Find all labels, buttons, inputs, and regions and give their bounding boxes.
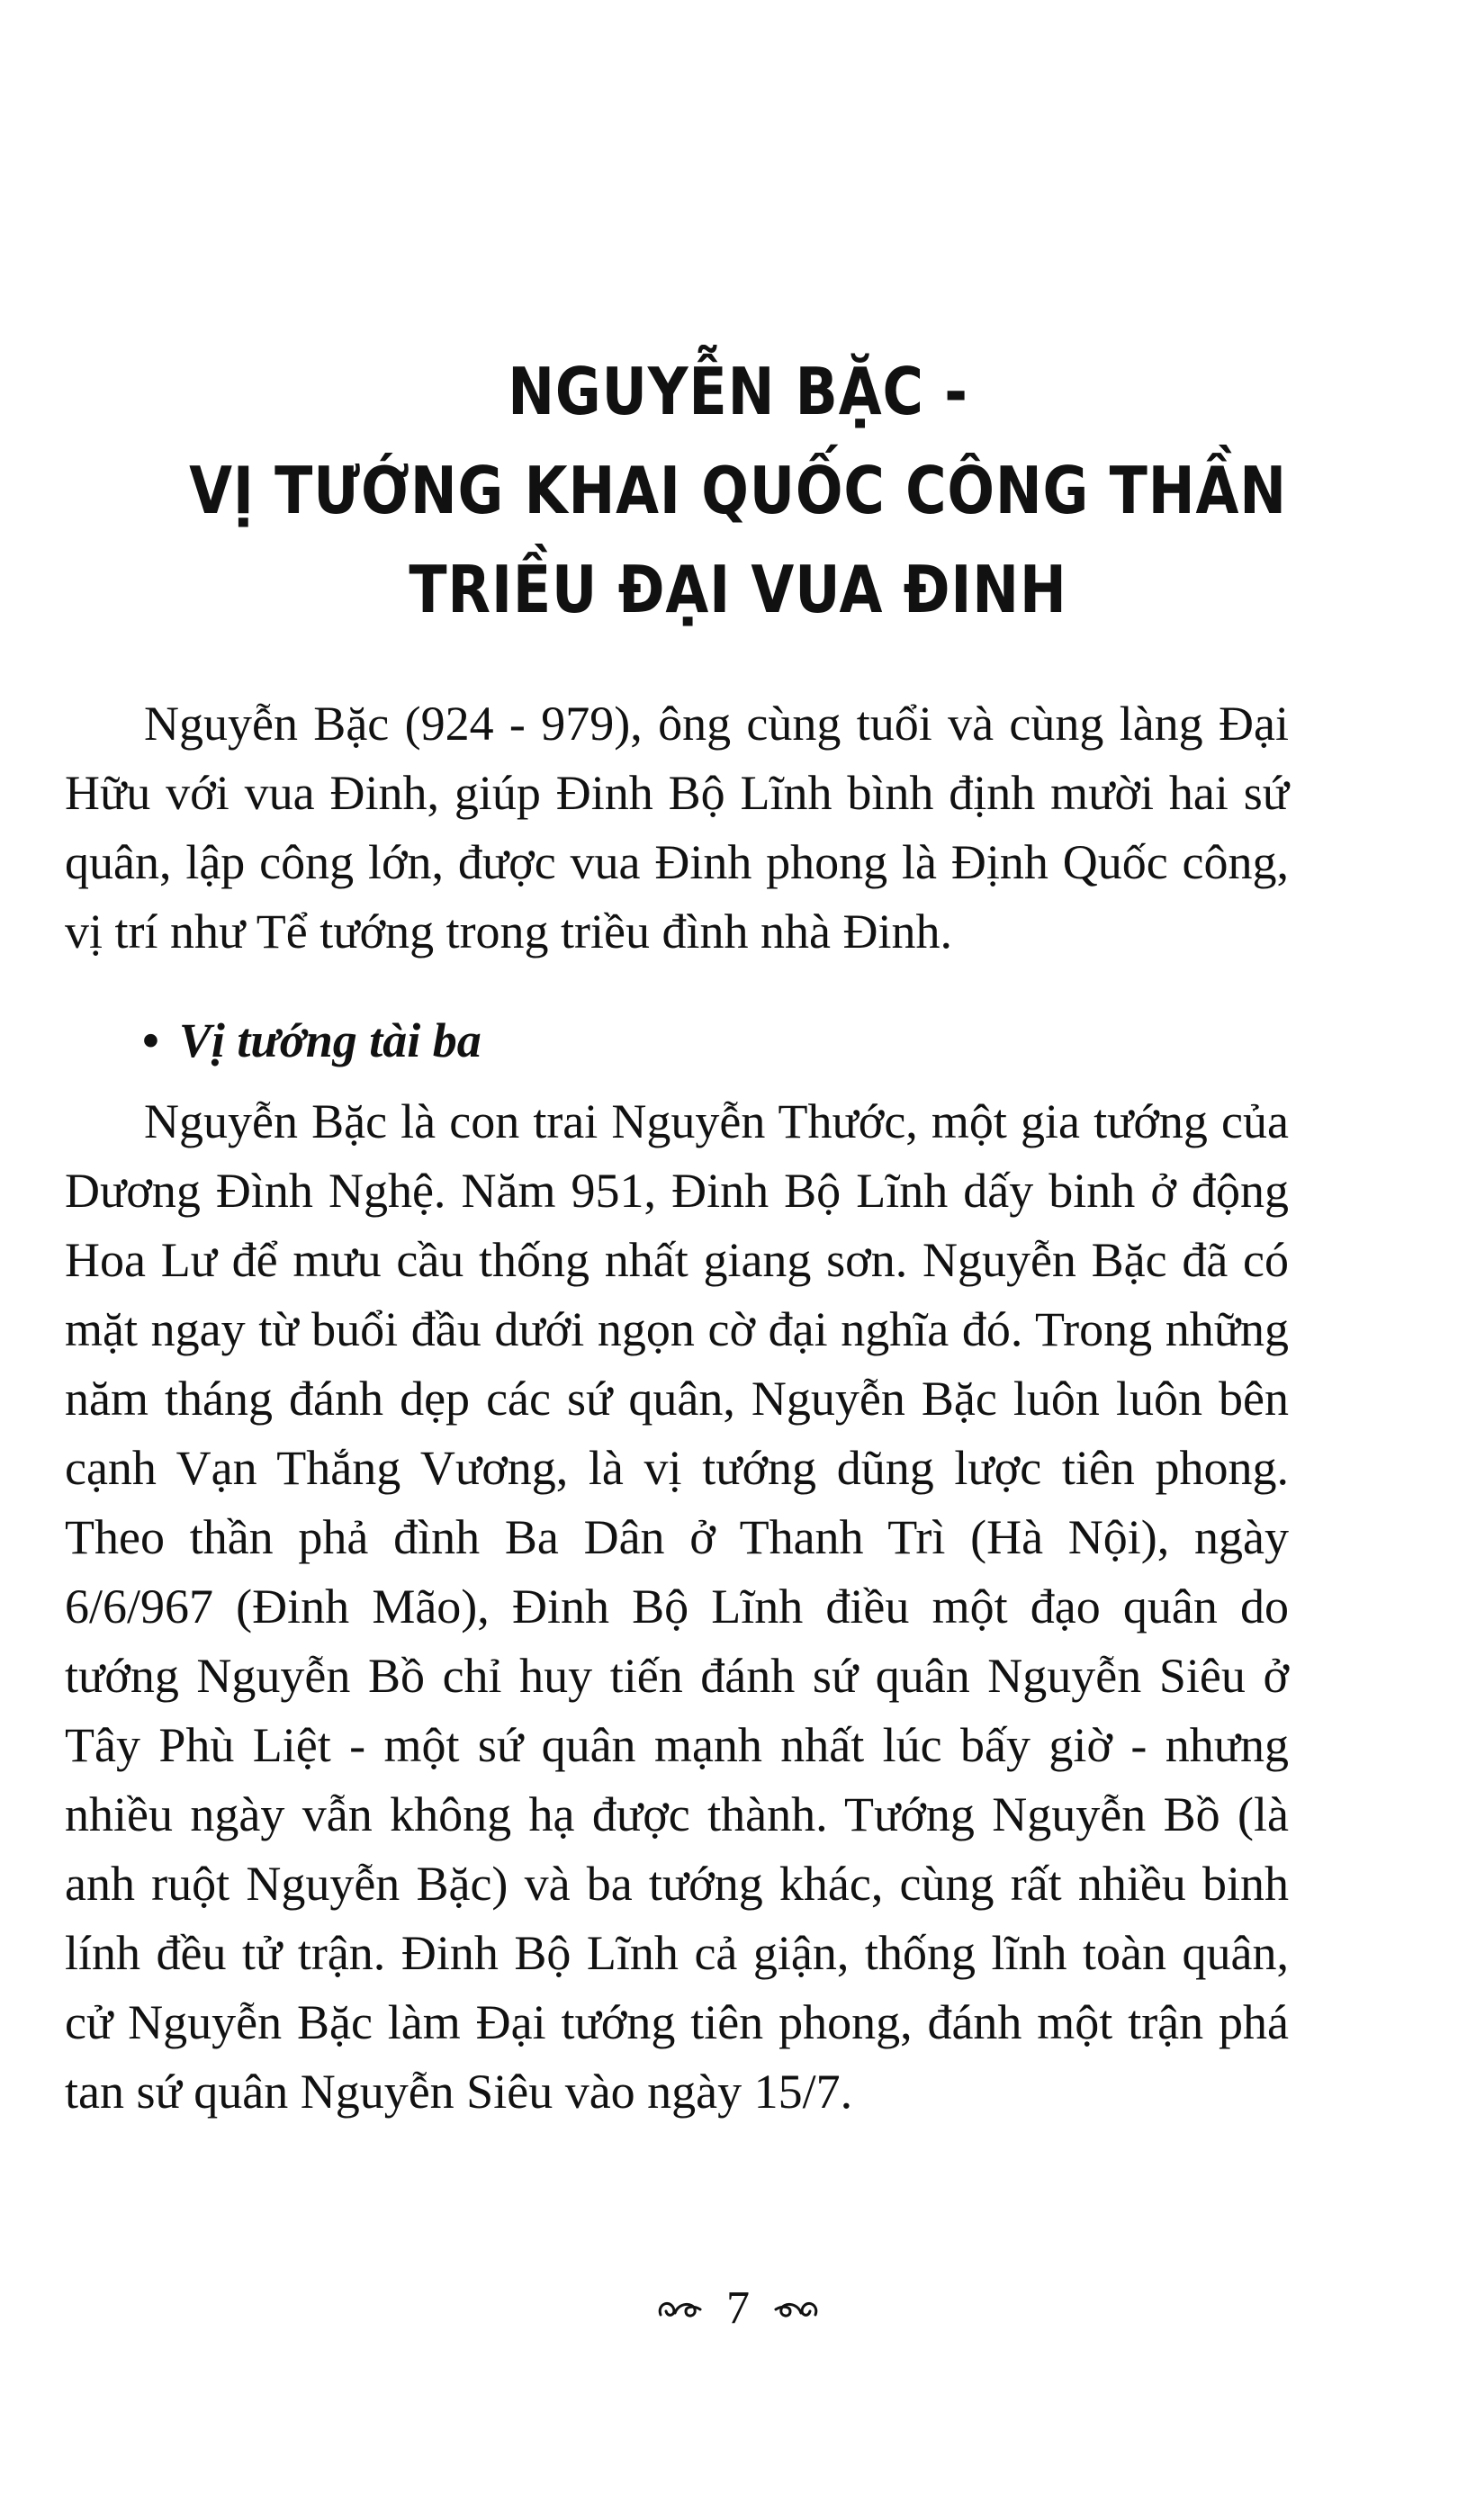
intro-section bbox=[65, 689, 1289, 967]
title-line-3: TRIỀU ĐẠI VUA ĐINH bbox=[409, 552, 1067, 627]
right-ornament-icon bbox=[770, 2295, 821, 2322]
chapter-title bbox=[104, 342, 1372, 639]
page-number: 7 bbox=[726, 2282, 750, 2335]
main-section bbox=[65, 1087, 1289, 2127]
title-line-2: VỊ TƯỚNG KHAI QUỐC CÔNG THẦN bbox=[189, 453, 1287, 528]
section-heading-text: Vị tướng tài ba bbox=[178, 1013, 482, 1067]
main-paragraph: Nguyễn Bặc là con trai Nguyễn Thước, một gia tướng của Dương Đình Nghệ. Năm 951, Đinh Bộ Lĩnh dấy binh ở động Hoa Lư để mưu cầu thống nhất giang sơn. Nguyễn Bặc đã có mặt ngay từ buổi đầu dưới ngọn cờ đại nghĩa đó. Trong những năm tháng đánh dẹp các sứ quân, Nguyễn Bặc luôn luôn bên cạnh Vạn Thắng Vương, là vị tướng dũng lược tiên phong. Theo thần phả đình Ba Dân ở Thanh Trì (Hà Nội), ngày 6/6/967 (Đinh Mão), Đinh Bộ Lĩnh điều một đạo quân do tướng Nguyễn Bồ chỉ huy tiến đánh sứ quân Nguyễn Siêu ở Tây Phù Liệt - một sứ quân mạnh nhất lúc bấy giờ - nhưng nhiều ngày vẫn không hạ được thành. Tướng Nguyễn Bồ (là anh ruột Nguyễn Bặc) và ba tướng khác, cùng rất nhiều binh lính đều tử trận. Đinh Bộ Lĩnh cả giận, thống lĩnh toàn quân, cử Nguyễn Bặc làm Đại tướng tiên phong, đánh một trận phá tan sứ quân Nguyễn Siêu vào ngày 15/7. bbox=[65, 1094, 1289, 2119]
bullet-icon: • bbox=[142, 1013, 159, 1067]
title-line-1: NGUYỄN BẶC - bbox=[508, 354, 968, 429]
section-heading bbox=[142, 1006, 482, 1076]
left-ornament-icon bbox=[655, 2295, 706, 2322]
intro-paragraph: Nguyễn Bặc (924 - 979), ông cùng tuổi và cùng làng Đại Hữu với vua Đinh, giúp Đinh Bộ Lĩnh bình định mười hai sứ quân, lập công lớn, được vua Đinh phong là Định Quốc công, vị trí như Tể tướng trong triều đình nhà Đinh. bbox=[65, 697, 1289, 958]
page-footer bbox=[0, 2273, 1476, 2340]
